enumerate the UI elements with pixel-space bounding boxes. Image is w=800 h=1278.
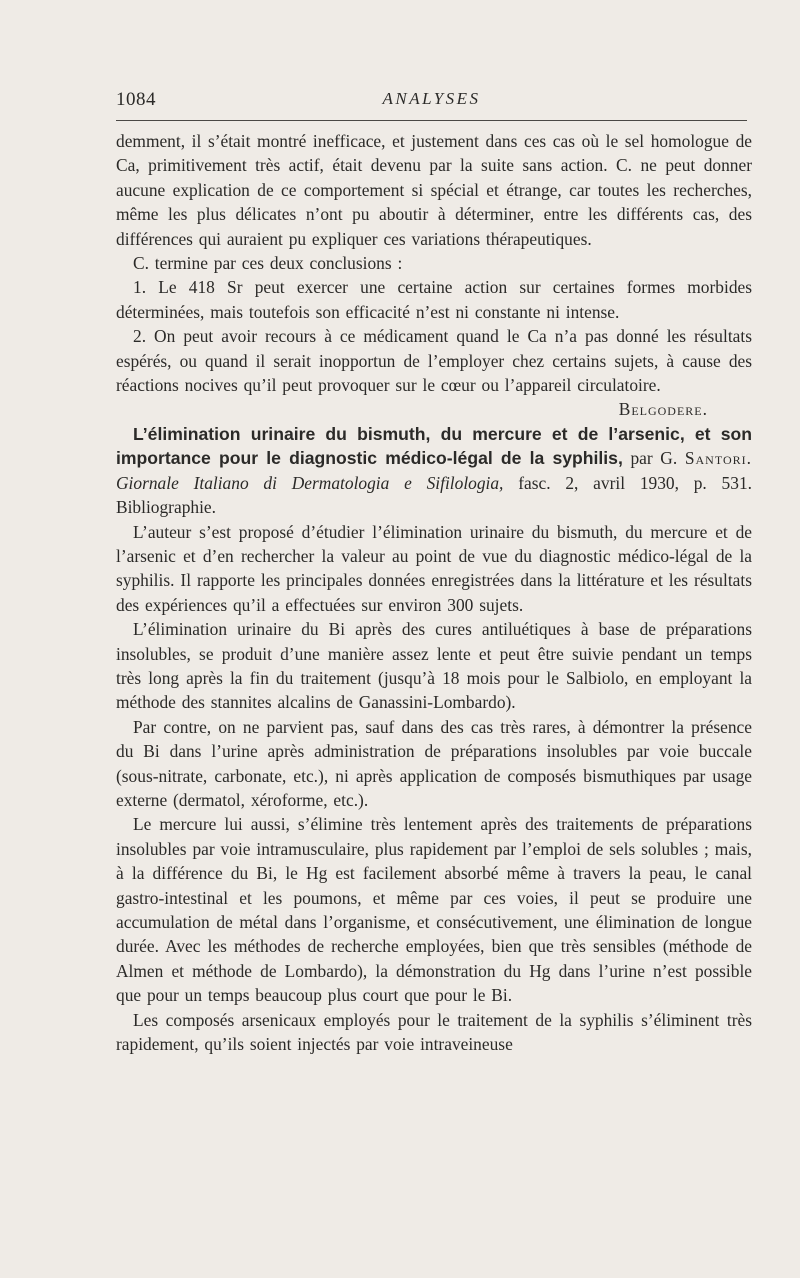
signature-line <box>116 397 752 421</box>
paragraph: Le mercure lui aussi, s’élimine très lentement après des traitements de préparations insolubles par voie intramusculaire, plus rapidement par l’emploi de sels solubles ; mais, à la différence du Bi, le Hg est facilement absorbé même à travers la peau, le canal gastro-intestinal et les poumons, et même par ces voies, il peut se produire une accumulation de métal dans l’organisme, et consécutivement, une élimination de longue durée. Avec les méthodes de recherche employées, bien que très sensibles (méthode de Almen et méthode de Lombardo), la démonstration du Hg dans l’urine n’est possible que pour un temps beaucoup plus court que pour le Bi. <box>116 814 752 1006</box>
paragraph: L’élimination urinaire du Bi après des cures antiluétiques à base de préparations insolubles, se produit d’une manière assez lente et peut être suivie pendant un temps très long après la fin du traitement (jusqu’à 18 mois pour le Salbiolo, en employant la méthode des stannites alcalins de Ganassini-Lombardo). <box>116 619 752 713</box>
journal-name: Giornale Italiano di Dermatologia e Sifilologia, <box>116 472 504 493</box>
running-head <box>116 89 747 113</box>
paragraph: L’auteur s’est proposé d’étudier l’élimination urinaire du bismuth, du mercure et de l’arsenic et d’en rechercher la valeur au point de vue du diagnostic médico-légal de la syphilis. Il rapporte les principales données enregistrées dans la littérature et les résultats des expériences qu’il a effectuées sur environ 300 sujets. <box>116 521 752 615</box>
review-signature: Belgodere. <box>618 399 708 420</box>
page-number: 1084 <box>116 89 156 110</box>
paragraph: 2. On peut avoir recours à ce médicament quand le Ca n’a pas donné les résultats espérés, ou quand il serait inopportun de l’employer chez certains sujets, à cause des réactions nocives qu’il peut provoquer sur le cœur ou l’appareil circulatoire. <box>116 326 752 396</box>
article-title: L’élimination urinaire du bismuth, du mercure et de l’arsenic, et son importance pour le diagnostic médico-légal de la syphilis, <box>116 423 752 469</box>
article-heading <box>116 422 752 520</box>
paragraph: Par contre, on ne parvient pas, sauf dans des cas très rares, à démontrer la présence du Bi dans l’urine après administration de préparations insolubles par voie buccale (sous-nitrate, carbonate, etc.), ni après application de composés bismuthiques par usage externe (dermatol, xéroforme, etc.). <box>116 716 752 810</box>
article-author: Santori. <box>684 448 752 469</box>
article-reference: fasc. 2, avril 1930, p. 531. Bibliographie. <box>116 472 752 518</box>
paragraph: demment, il s’était montré inefficace, et justement dans ces cas où le sel homologue de Ca, primitivement très actif, était devenu par la suite sans action. C. ne peut donner aucune explication de ce comportement si spécial et étrange, car toutes les recherches, même les plus délicates n’ont pu aboutir à déterminer, entre les différents cas, des différences qui auraient pu expliquer ces variations thérapeutiques. <box>116 131 752 249</box>
paragraph: 1. Le 418 Sr peut exercer une certaine action sur certaines formes morbides déterminées, mais toutefois son efficacité n’est ni constante ni intense. <box>116 277 752 322</box>
header-title: ANALYSES <box>382 89 481 108</box>
paragraph: Les composés arsenicaux employés pour le traitement de la syphilis s’éliminent très rapidement, qu’ils soient injectés par voie intraveineuse <box>116 1009 752 1055</box>
header-rule <box>116 120 747 121</box>
text-body <box>116 129 752 1056</box>
paragraph: C. termine par ces deux conclusions : <box>133 253 403 274</box>
article-by: par G. <box>630 448 678 469</box>
